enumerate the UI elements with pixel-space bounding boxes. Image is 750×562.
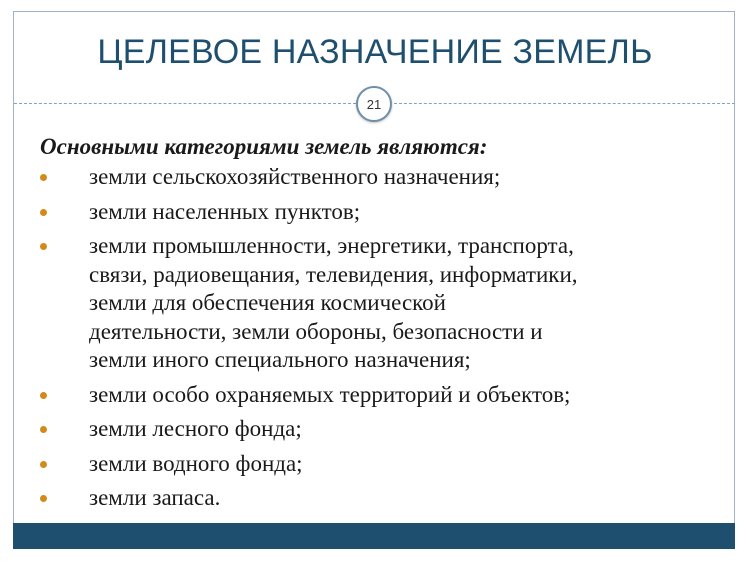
- bullet-dot-icon: [40, 174, 47, 181]
- list-item: [40, 450, 720, 479]
- bullet-dot-icon: [40, 209, 47, 216]
- list-item: [40, 232, 720, 375]
- bullet-dot-icon: [40, 426, 47, 433]
- slide-title: ЦЕЛЕВОЕ НАЗНАЧЕНИЕ ЗЕМЕЛЬ: [97, 33, 653, 71]
- list-item: [40, 198, 720, 227]
- page-number-badge: 21: [356, 86, 392, 122]
- list-item-text: земли сельскохозяйственного назначения;: [89, 164, 501, 189]
- bullet-dot-icon: [40, 461, 47, 468]
- list-item: [40, 484, 720, 513]
- list-item-text: земли особо охраняемых территорий и объектов;: [89, 381, 571, 407]
- list-item: [40, 381, 720, 410]
- list-item-text: деятельности, земли обороны, безопасности и: [89, 318, 543, 344]
- slide-content: [40, 133, 720, 519]
- category-list: [40, 163, 720, 513]
- list-item-text: земли водного фонда;: [89, 450, 303, 476]
- list-item-text: земли населенных пунктов;: [89, 198, 361, 224]
- bullet-dot-icon: [40, 243, 47, 250]
- title-divider-left: [14, 103, 356, 104]
- bullet-dot-icon: [40, 392, 47, 399]
- footer-bar: [13, 523, 735, 549]
- list-item: [40, 163, 720, 192]
- bullet-dot-icon: [40, 495, 47, 502]
- list-item-text: земли запаса.: [89, 485, 221, 510]
- list-item: [40, 415, 720, 444]
- list-item-text: земли промышленности, энергетики, транспорта,: [89, 233, 574, 258]
- list-item-text: земли для обеспечения космической: [89, 290, 446, 315]
- list-item-text: земли иного специального назначения;: [89, 347, 471, 372]
- list-item-text: земли лесного фонда;: [89, 416, 302, 441]
- list-item-text: связи, радиовещания, телевидения, информатики,: [89, 261, 578, 287]
- title-divider-right: [394, 103, 735, 104]
- intro-text: Основными категориями земель являются:: [40, 134, 488, 159]
